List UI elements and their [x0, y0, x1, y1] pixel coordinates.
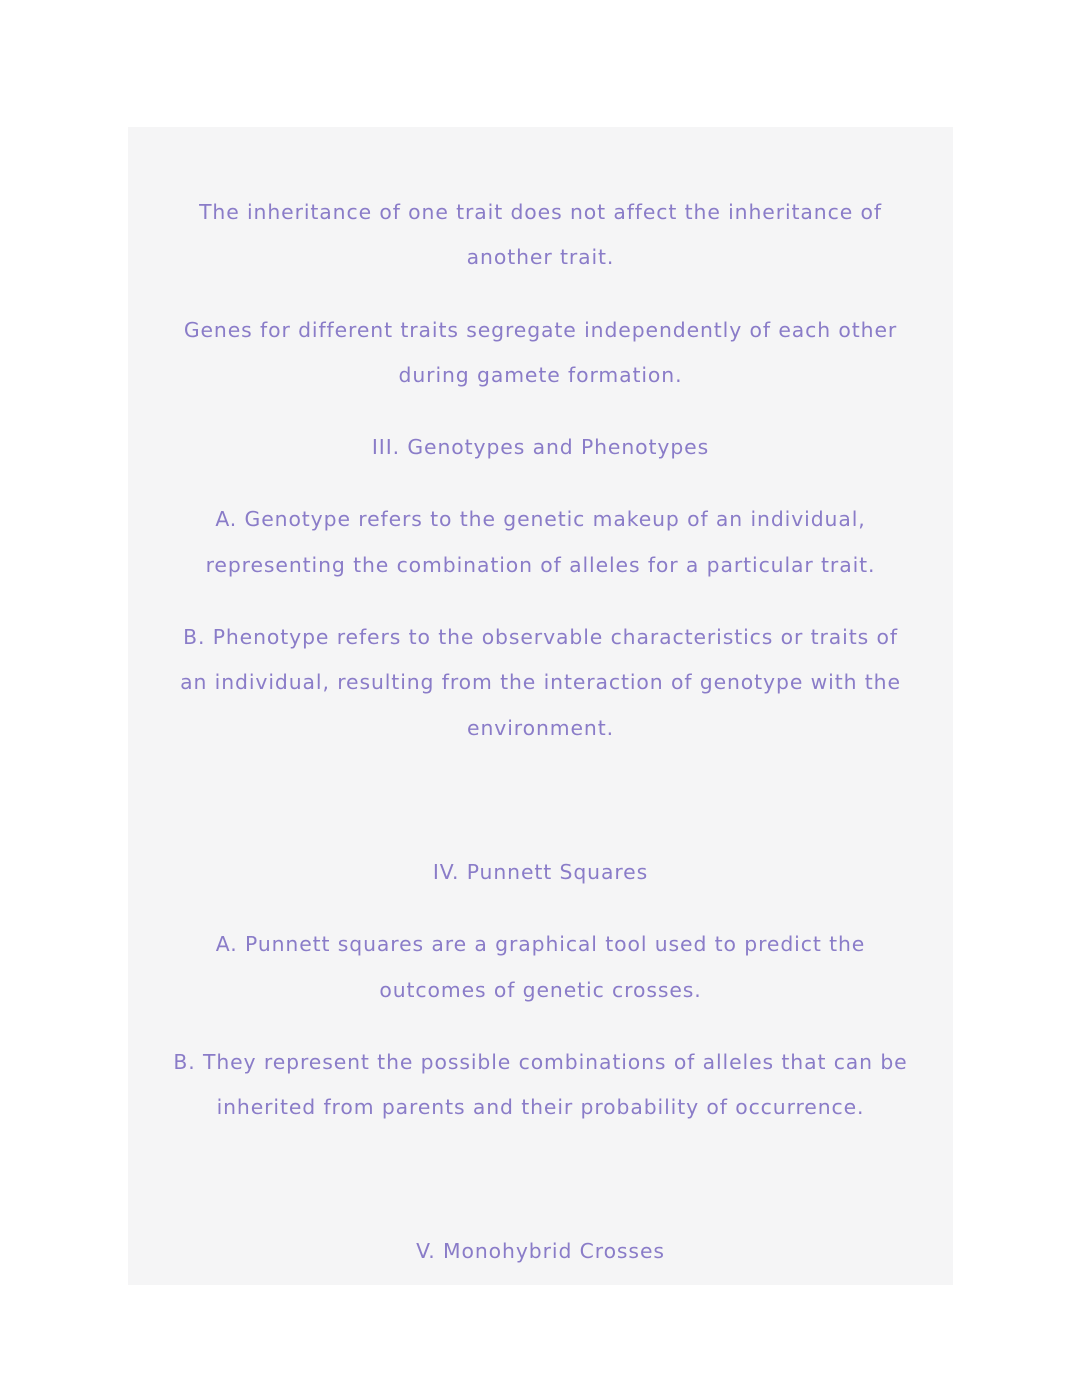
- paragraph-independent-line-2: another trait.: [466, 245, 615, 269]
- paragraph-segregate-line-2: during gamete formation.: [398, 363, 683, 387]
- phenotype-line-1: B. Phenotype refers to the observable characteristics or traits of: [183, 625, 898, 649]
- paragraph-independent-line-1: The inheritance of one trait does not affect the inheritance of: [199, 200, 882, 224]
- genotype-line-2: representing the combination of alleles for a particular trait.: [205, 553, 876, 577]
- punnett-a-line-1: A. Punnett squares are a graphical tool used to predict the: [215, 932, 866, 956]
- document-page: [128, 127, 953, 1285]
- punnett-b-line-1: B. They represent the possible combinations of alleles that can be: [173, 1050, 908, 1074]
- paragraph-segregate-line-1: Genes for different traits segregate independently of each other: [183, 318, 898, 342]
- heading-genotypes-phenotypes: III. Genotypes and Phenotypes: [371, 435, 710, 459]
- heading-monohybrid-crosses: V. Monohybrid Crosses: [416, 1239, 665, 1263]
- genotype-line-1: A. Genotype refers to the genetic makeup of an individual,: [215, 507, 866, 531]
- phenotype-line-3: environment.: [467, 716, 614, 740]
- punnett-a-line-2: outcomes of genetic crosses.: [379, 978, 702, 1002]
- punnett-b-line-2: inherited from parents and their probability of occurrence.: [216, 1095, 865, 1119]
- heading-punnett-squares: IV. Punnett Squares: [432, 860, 649, 884]
- phenotype-line-2: an individual, resulting from the interaction of genotype with the: [180, 670, 901, 694]
